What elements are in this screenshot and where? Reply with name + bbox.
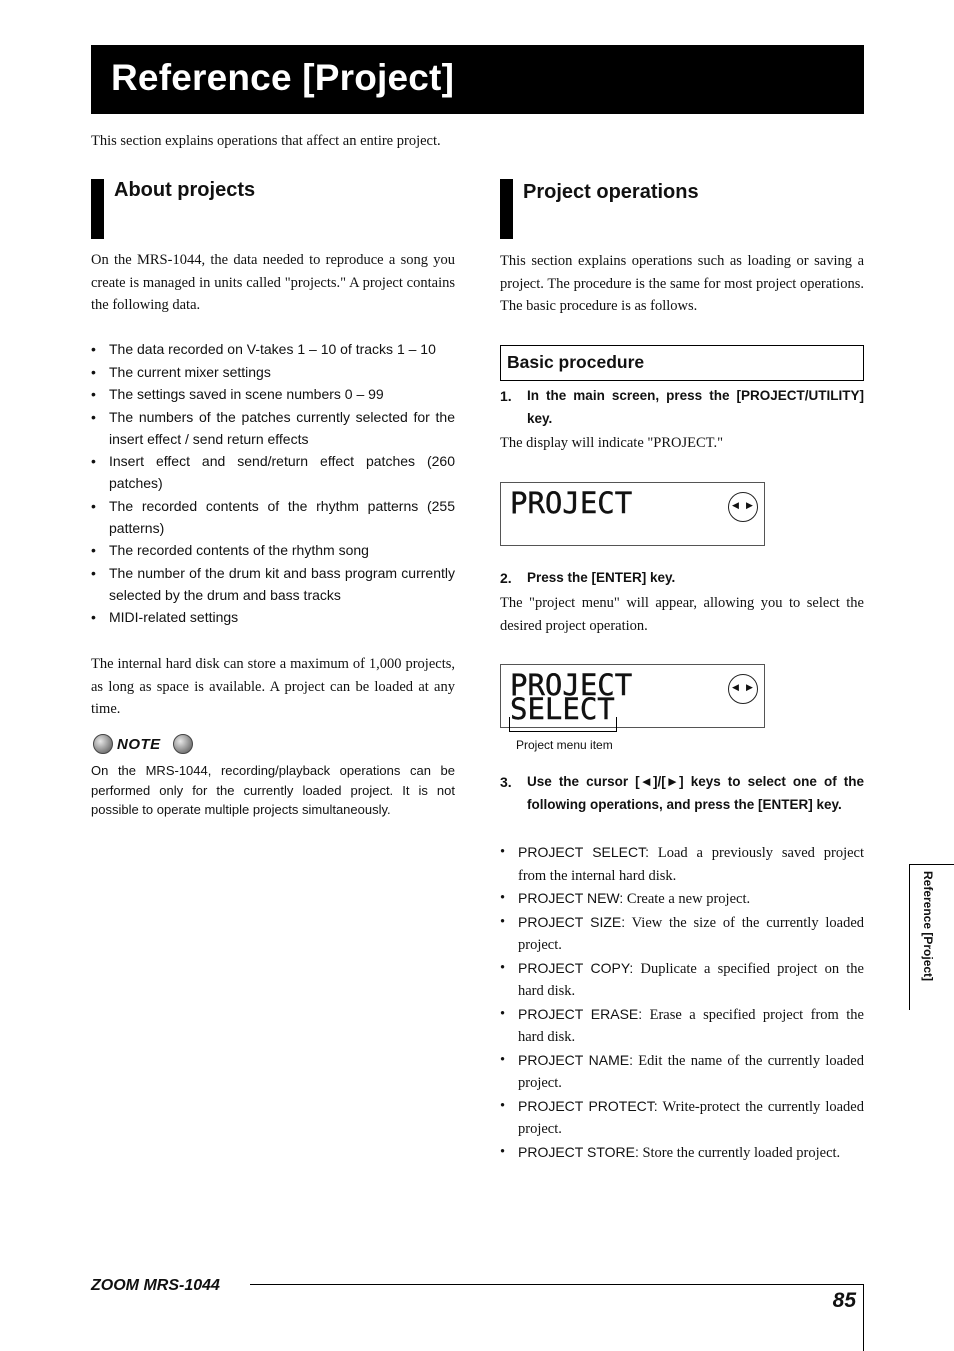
intro-text: This section explains operations that affect an entire project. — [91, 133, 441, 149]
list-item: • The recorded contents of the rhythm patterns (255 patterns) — [91, 495, 455, 539]
side-tab — [909, 864, 954, 1010]
note-label: NOTE — [117, 736, 161, 753]
list-item — [500, 1049, 864, 1095]
note-text: On the MRS-1044, recording/playback operations can be performed only for the currently loaded project. It is not possible to operate multiple projects simultaneously. — [91, 763, 455, 817]
list-item: • Insert effect and send/return effect patches (260 patches) — [91, 450, 455, 494]
footer-vline — [863, 1284, 864, 1351]
operation-desc: Load a previously saved project from the internal hard disk. — [518, 845, 865, 884]
note-ball-icon — [93, 734, 113, 754]
operation-desc: View the size of the currently loaded project. — [518, 914, 865, 953]
list-item — [500, 1141, 864, 1165]
list-item — [500, 1003, 864, 1049]
operations-heading: Project operations — [523, 181, 699, 203]
list-item: • The recorded contents of the rhythm song — [91, 539, 455, 561]
operations-paragraph: This section explains operations such as loading or saving a project. The procedure is the same for most project operations. The basic procedure is as follows. — [500, 253, 864, 314]
list-item: • The current mixer settings — [91, 361, 455, 383]
page-title: Reference [Project] — [111, 57, 455, 98]
operation-desc: Erase a specified project from the hard disk. — [518, 1006, 864, 1045]
project-data-list — [91, 338, 455, 629]
operation-name: PROJECT ERASE: — [518, 1005, 643, 1022]
lcd-line: PROJECT — [510, 486, 633, 520]
side-tab-label: Reference [Project] — [921, 871, 935, 982]
basic-procedure-title: Basic procedure — [507, 352, 645, 372]
footer-brand: ZOOM MRS-1044 — [91, 1277, 220, 1294]
list-item: • The settings saved in scene numbers 0 – 99 — [91, 383, 455, 405]
list-item: • The numbers of the patches currently selected for the insert effect / send return effects — [91, 406, 455, 450]
lcd-display — [500, 482, 765, 546]
list-item: • The number of the drum kit and bass program currently selected by the drum and bass tracks — [91, 562, 455, 606]
list-item — [500, 887, 864, 911]
list-item: • The data recorded on V-takes 1 – 10 of tracks 1 – 10 — [91, 338, 455, 360]
operation-name: PROJECT STORE: — [518, 1143, 639, 1160]
step-number: 2. — [500, 570, 512, 586]
operation-desc: Duplicate a specified project on the hard disk. — [518, 960, 864, 999]
operation-name: PROJECT NAME: — [518, 1051, 633, 1068]
about-paragraph: On the MRS-1044, the data needed to reproduce a song you create is managed in units called "projects." A project contains the following data. — [91, 252, 455, 313]
step-instruction: Press the [ENTER] key. — [527, 570, 676, 585]
basic-procedure-box — [500, 345, 864, 381]
list-item: • MIDI-related settings — [91, 606, 455, 628]
operation-name: PROJECT SELECT: — [518, 844, 650, 860]
step-instruction: Use the cursor [◄]/[►] keys to select one of the following operations, and press the [ENTER] key. — [527, 774, 864, 812]
cursor-dial-icon: ◀ ▶ — [728, 674, 758, 704]
operation-desc: Create a new project. — [623, 891, 751, 907]
note-ball-icon — [173, 734, 193, 754]
lcd-line: PROJECT — [510, 668, 633, 702]
step-result: The "project menu" will appear, allowing you to select the desired project operation. — [500, 595, 864, 634]
list-item — [500, 957, 864, 1003]
section-marker — [500, 179, 513, 239]
list-item — [500, 911, 864, 957]
about-paragraph-2: The internal hard disk can store a maximum of 1,000 projects, as long as space is available. A project can be loaded at any time. — [91, 656, 455, 717]
list-item — [500, 1095, 864, 1141]
caption-bracket — [509, 717, 617, 732]
operation-name: PROJECT SIZE: — [518, 913, 626, 930]
operation-name: PROJECT NEW: — [518, 890, 624, 906]
about-heading: About projects — [114, 179, 256, 201]
note-badge — [93, 733, 203, 755]
page-number: 85 — [832, 1289, 856, 1312]
section-marker — [91, 179, 104, 239]
step-number: 3. — [500, 774, 512, 790]
cursor-dial-icon: ◀ ▶ — [728, 492, 758, 522]
operation-name: PROJECT PROTECT: — [518, 1097, 658, 1114]
lcd-line: SELECT — [510, 692, 615, 726]
title-bar — [91, 45, 864, 114]
step-result: The display will indicate "PROJECT." — [500, 435, 724, 451]
operation-desc: Write-protect the currently loaded project. — [518, 1098, 864, 1137]
step-instruction: In the main screen, press the [PROJECT/UTILITY] key. — [527, 388, 864, 426]
step-number: 1. — [500, 388, 512, 404]
lcd-caption: Project menu item — [516, 738, 613, 752]
operation-desc: Store the currently loaded project. — [638, 1144, 841, 1161]
operations-list — [500, 841, 864, 1164]
list-item — [500, 841, 864, 887]
footer-rule — [250, 1284, 864, 1285]
operation-desc: Edit the name of the currently loaded project. — [518, 1052, 864, 1091]
operation-name: PROJECT COPY: — [518, 959, 634, 976]
